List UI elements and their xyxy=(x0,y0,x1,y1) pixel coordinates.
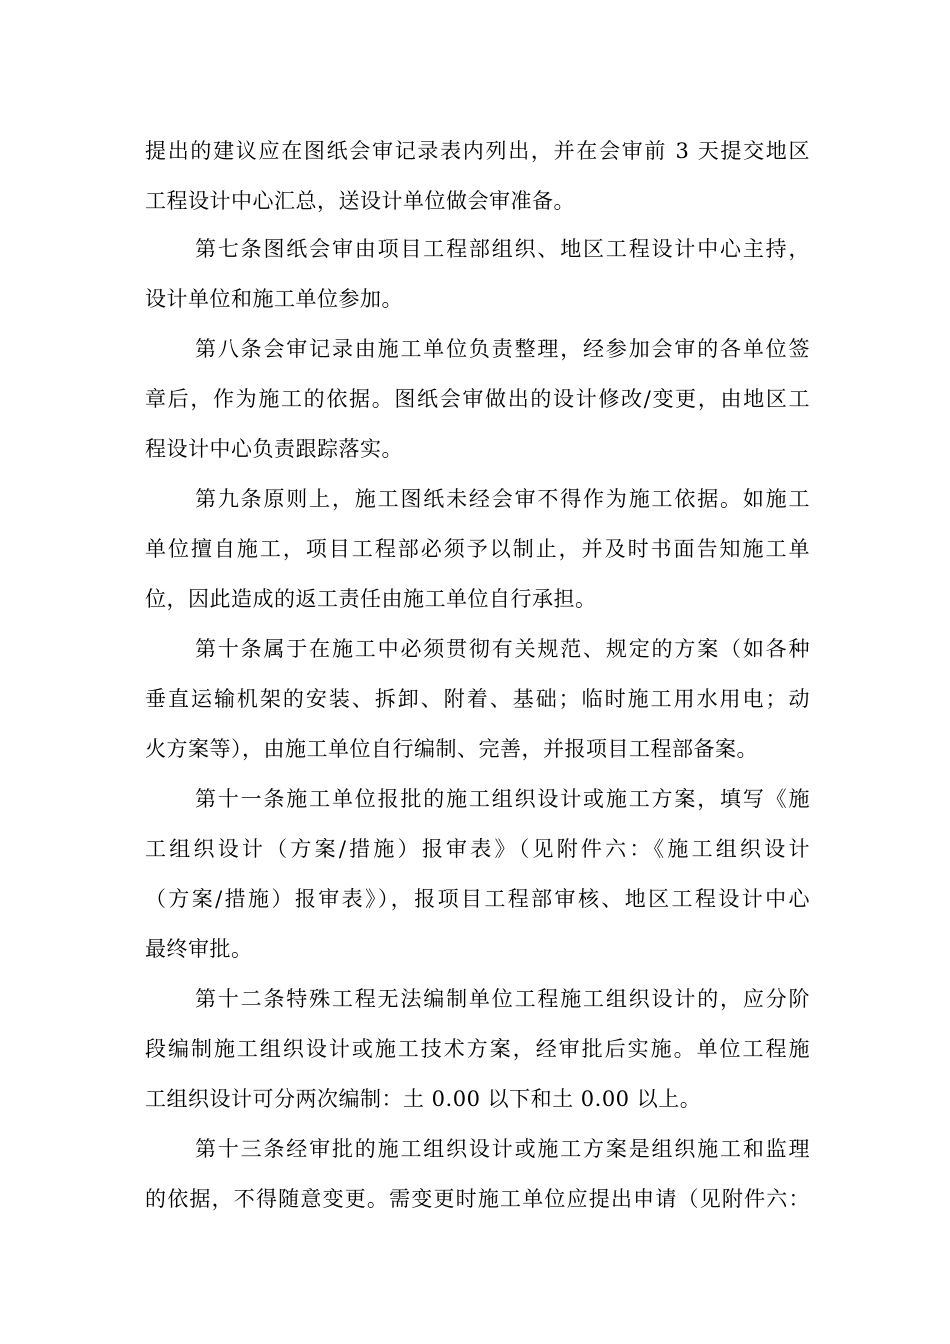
paragraph-article-12 xyxy=(145,974,810,1124)
text-line: 位，因此造成的返工责任由施工单位自行承担。 xyxy=(145,587,597,611)
text-line: 火方案等），由施工单位自行编制、完善，并报项目工程部备案。 xyxy=(145,737,758,761)
text-line: 工程设计中心汇总，送设计单位做会审准备。 xyxy=(145,189,575,213)
text-line: 第十条属于在施工中必须贯彻有关规范、规定的方案（如各种 xyxy=(195,637,810,661)
text-line: 第七条图纸会审由项目工程部组织、地区工程设计中心主持， xyxy=(195,237,810,261)
text-line: 段编制施工组织设计或施工技术方案，经审批后实施。单位工程施 xyxy=(145,1037,810,1061)
paragraph-article-9 xyxy=(145,474,810,624)
text-line: 工组织设计（方案/措施）报审表》（见附件六：《施工组织设计 xyxy=(145,837,810,861)
text-line: 工组织设计可分两次编制：土 0.00 以下和土 0.00 以上。 xyxy=(145,1087,702,1111)
text-line: 单位擅自施工，项目工程部必须予以制止，并及时书面告知施工单 xyxy=(145,537,810,561)
text-line: 第十二条特殊工程无法编制单位工程施工组织设计的，应分阶 xyxy=(195,987,810,1011)
paragraph-article-10 xyxy=(145,624,810,774)
paragraph-article-8 xyxy=(145,324,810,474)
text-line: 程设计中心负责跟踪落实。 xyxy=(145,437,403,461)
paragraph-article-13 xyxy=(145,1124,810,1224)
text-line: 提出的建议应在图纸会审记录表内列出，并在会审前 3 天提交地区 xyxy=(145,139,810,163)
paragraph-article-11 xyxy=(145,774,810,974)
text-line: 的依据，不得随意变更。需变更时施工单位应提出申请（见附件六： xyxy=(145,1187,810,1211)
document-page xyxy=(145,0,810,1344)
text-line: 章后，作为施工的依据。图纸会审做出的设计修改/变更，由地区工 xyxy=(145,387,810,411)
text-line: （方案/措施）报审表》），报项目工程部审核、地区工程设计中心 xyxy=(145,887,810,911)
text-line: 第八条会审记录由施工单位负责整理，经参加会审的各单位签 xyxy=(195,337,810,361)
text-line: 第十三条经审批的施工组织设计或施工方案是组织施工和监理 xyxy=(195,1137,810,1161)
text-line: 设计单位和施工单位参加。 xyxy=(145,287,403,311)
paragraph-article-7 xyxy=(145,224,810,324)
text-line: 第九条原则上，施工图纸未经会审不得作为施工依据。如施工 xyxy=(195,487,810,511)
text-line: 最终审批。 xyxy=(145,937,253,961)
paragraph-continuation xyxy=(145,126,810,226)
text-line: 垂直运输机架的安装、拆卸、附着、基础；临时施工用水用电；动 xyxy=(145,687,810,711)
text-line: 第十一条施工单位报批的施工组织设计或施工方案，填写《施 xyxy=(195,787,810,811)
